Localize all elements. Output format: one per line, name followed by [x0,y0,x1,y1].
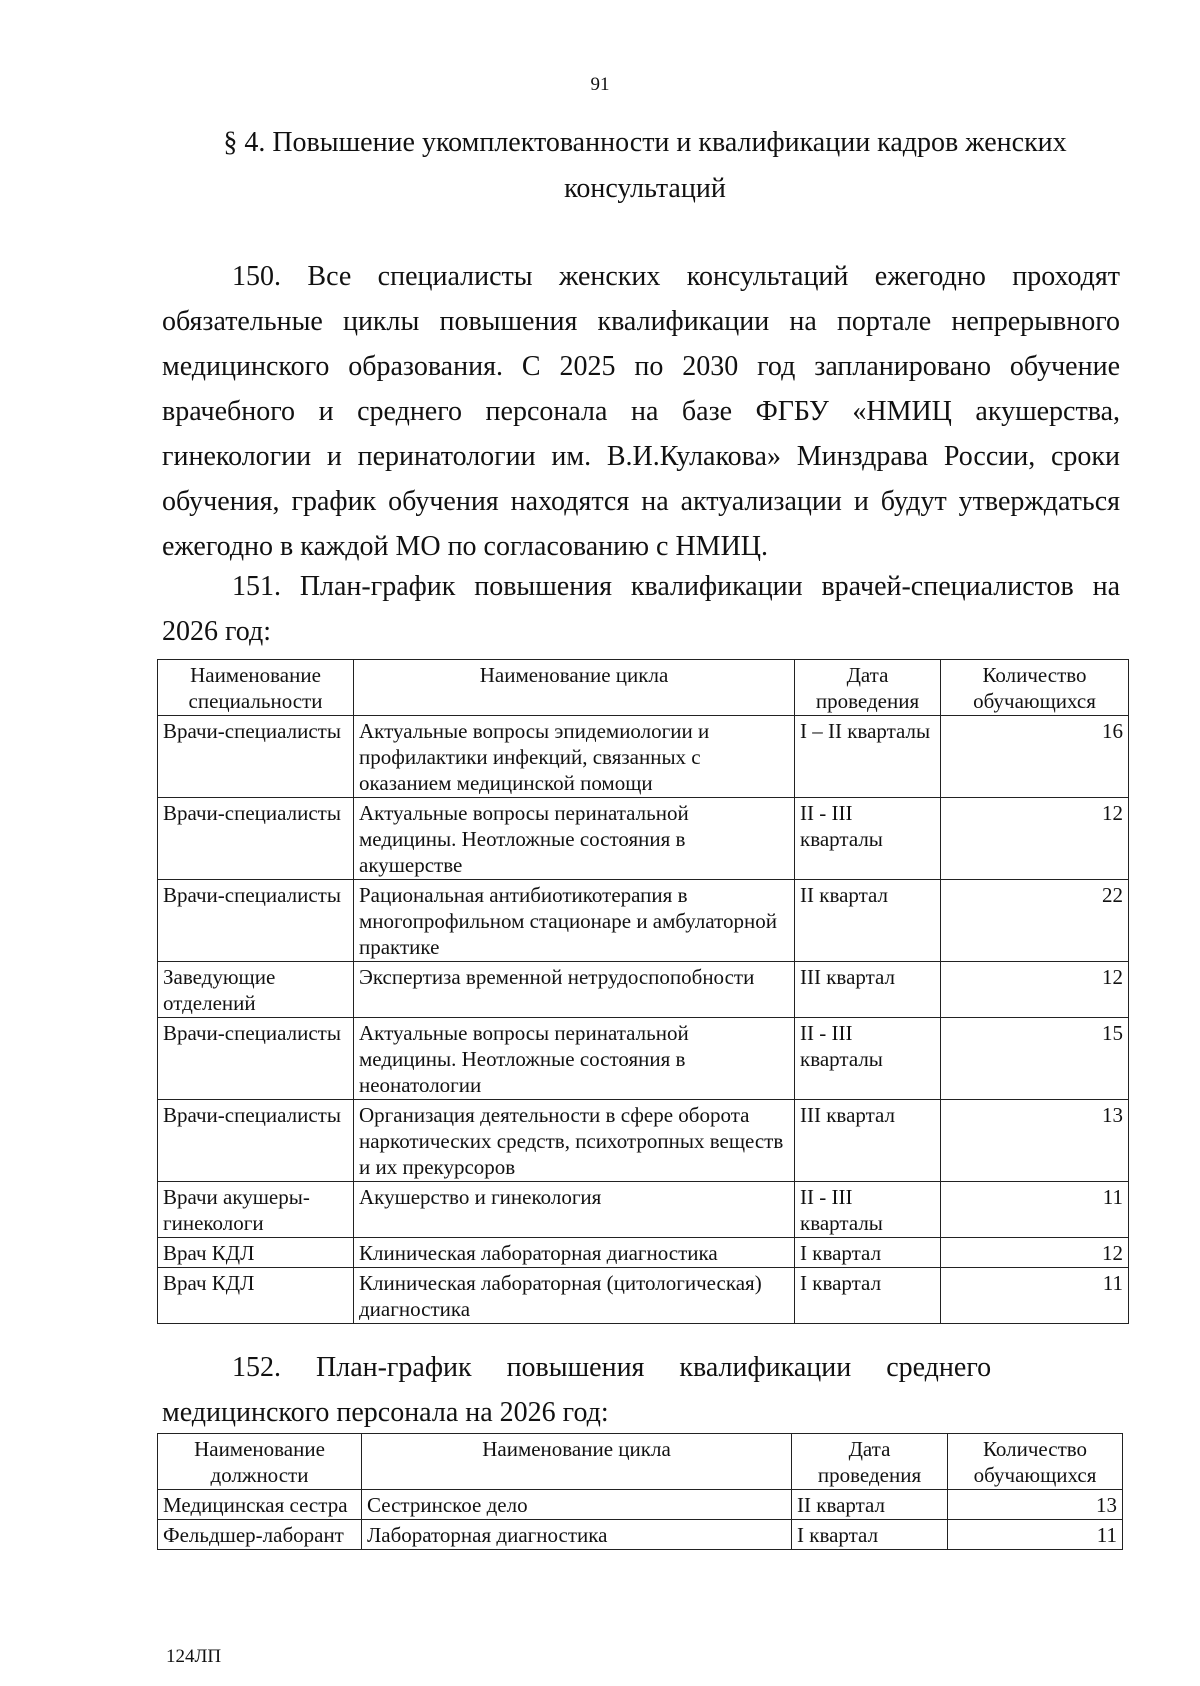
paragraph-151-text: 151. План-график повышения квалификации врачей-специалистов на 2026 год: [162,571,1120,647]
header-cycle: Наименование цикла [354,660,795,716]
cell-count: 15 [941,1018,1129,1100]
cell-count: 11 [948,1520,1123,1550]
table-row [158,1018,1129,1100]
table-header-row [158,1434,1123,1490]
cell-date: II квартал [795,880,941,962]
cell-count: 11 [941,1182,1129,1238]
header-position: Наименование должности [158,1434,362,1490]
cell-count: 12 [941,1238,1129,1268]
paragraph-152-line1: 152. План-график повышения квалификации среднего [232,1352,992,1383]
cell-cycle: Актуальные вопросы перинатальной медицины. Неотложные состояния в акушерстве [354,798,795,880]
cell-specialty: Фельдшер-лаборант [158,1520,362,1550]
cell-date: III квартал [795,1100,941,1182]
table-row [158,798,1129,880]
cell-date: II - III кварталы [795,1018,941,1100]
cell-specialty: Врачи-специалисты [158,798,354,880]
cell-cycle: Экспертиза временной нетрудоспопобности [354,962,795,1018]
cell-cycle: Лабораторная диагностика [362,1520,792,1550]
cell-cycle: Рациональная антибиотикотерапия в многопрофильном стационаре и амбулаторной практике [354,880,795,962]
table-row [158,716,1129,798]
header-count: Количество обучающихся [941,660,1129,716]
cell-date: III квартал [795,962,941,1018]
cell-date: I – II кварталы [795,716,941,798]
table-row [158,1490,1123,1520]
section-title: § 4. Повышение укомплектованности и квалификации кадров женских консультаций [223,127,1067,204]
table-row [158,1238,1129,1268]
cell-cycle: Актуальные вопросы перинатальной медицины. Неотложные состояния в неонатологии [354,1018,795,1100]
doctors-training-table [157,659,1129,1324]
document-code: 124ЛП [166,1646,222,1667]
cell-specialty: Врачи-специалисты [158,1100,354,1182]
table-row [158,1100,1129,1182]
cell-count: 16 [941,716,1129,798]
table-row [158,880,1129,962]
paragraph-152-line2: медицинского персонала на 2026 год: [162,1397,609,1428]
header-date: Дата проведения [795,660,941,716]
cell-cycle: Сестринское дело [362,1490,792,1520]
cell-date: I квартал [795,1268,941,1324]
table-row [158,1182,1129,1238]
table-row [158,962,1129,1018]
cell-cycle: Организация деятельности в сфере оборота наркотических средств, психотропных веществ и их прекурсоров [354,1100,795,1182]
table-header-row [158,660,1129,716]
cell-cycle: Клиническая лабораторная (цитологическая) диагностика [354,1268,795,1324]
cell-specialty: Врачи-специалисты [158,716,354,798]
cell-specialty: Медицинская сестра [158,1490,362,1520]
paragraph-150 [162,254,1120,569]
cell-date: I квартал [795,1238,941,1268]
paragraph-151 [162,564,1120,654]
cell-specialty: Врач КДЛ [158,1268,354,1324]
nurses-training-table [157,1433,1123,1550]
table-row [158,1268,1129,1324]
cell-specialty: Врачи-специалисты [158,880,354,962]
cell-specialty: Врачи акушеры-гинекологи [158,1182,354,1238]
table-row [158,1520,1123,1550]
paragraph-152 [162,1345,1120,1435]
cell-specialty: Заведующие отделений [158,962,354,1018]
cell-cycle: Клиническая лабораторная диагностика [354,1238,795,1268]
header-count: Количество обучающихся [948,1434,1123,1490]
cell-count: 12 [941,798,1129,880]
cell-count: 13 [941,1100,1129,1182]
cell-count: 22 [941,880,1129,962]
header-cycle: Наименование цикла [362,1434,792,1490]
cell-date: II - III кварталы [795,798,941,880]
paragraph-150-text: 150. Все специалисты женских консультаций ежегодно проходят обязательные циклы повышения квалификации на портале непрерывного медицинского образования. С 2025 по 2030 год запланировано обучение врачебного и среднего персонала на базе ФГБУ «НМИЦ акушерства, гинекологии и перинатологии им. В.И.Кулакова» Минздрава России, сроки обучения, график обучения находятся на актуализации и будут утверждаться ежегодно в каждой МО по согласованию с НМИЦ. [162,261,1120,562]
cell-specialty: Врачи-специалисты [158,1018,354,1100]
cell-cycle: Акушерство и гинекология [354,1182,795,1238]
cell-count: 11 [941,1268,1129,1324]
cell-specialty: Врач КДЛ [158,1238,354,1268]
cell-date: I квартал [792,1520,948,1550]
header-specialty: Наименование специальности [158,660,354,716]
cell-date: II - III кварталы [795,1182,941,1238]
cell-count: 12 [941,962,1129,1018]
cell-cycle: Актуальные вопросы эпидемиологии и профилактики инфекций, связанных с оказанием медицинской помощи [354,716,795,798]
page-number: 91 [590,74,610,95]
header-date: Дата проведения [792,1434,948,1490]
cell-count: 13 [948,1490,1123,1520]
cell-date: II квартал [792,1490,948,1520]
